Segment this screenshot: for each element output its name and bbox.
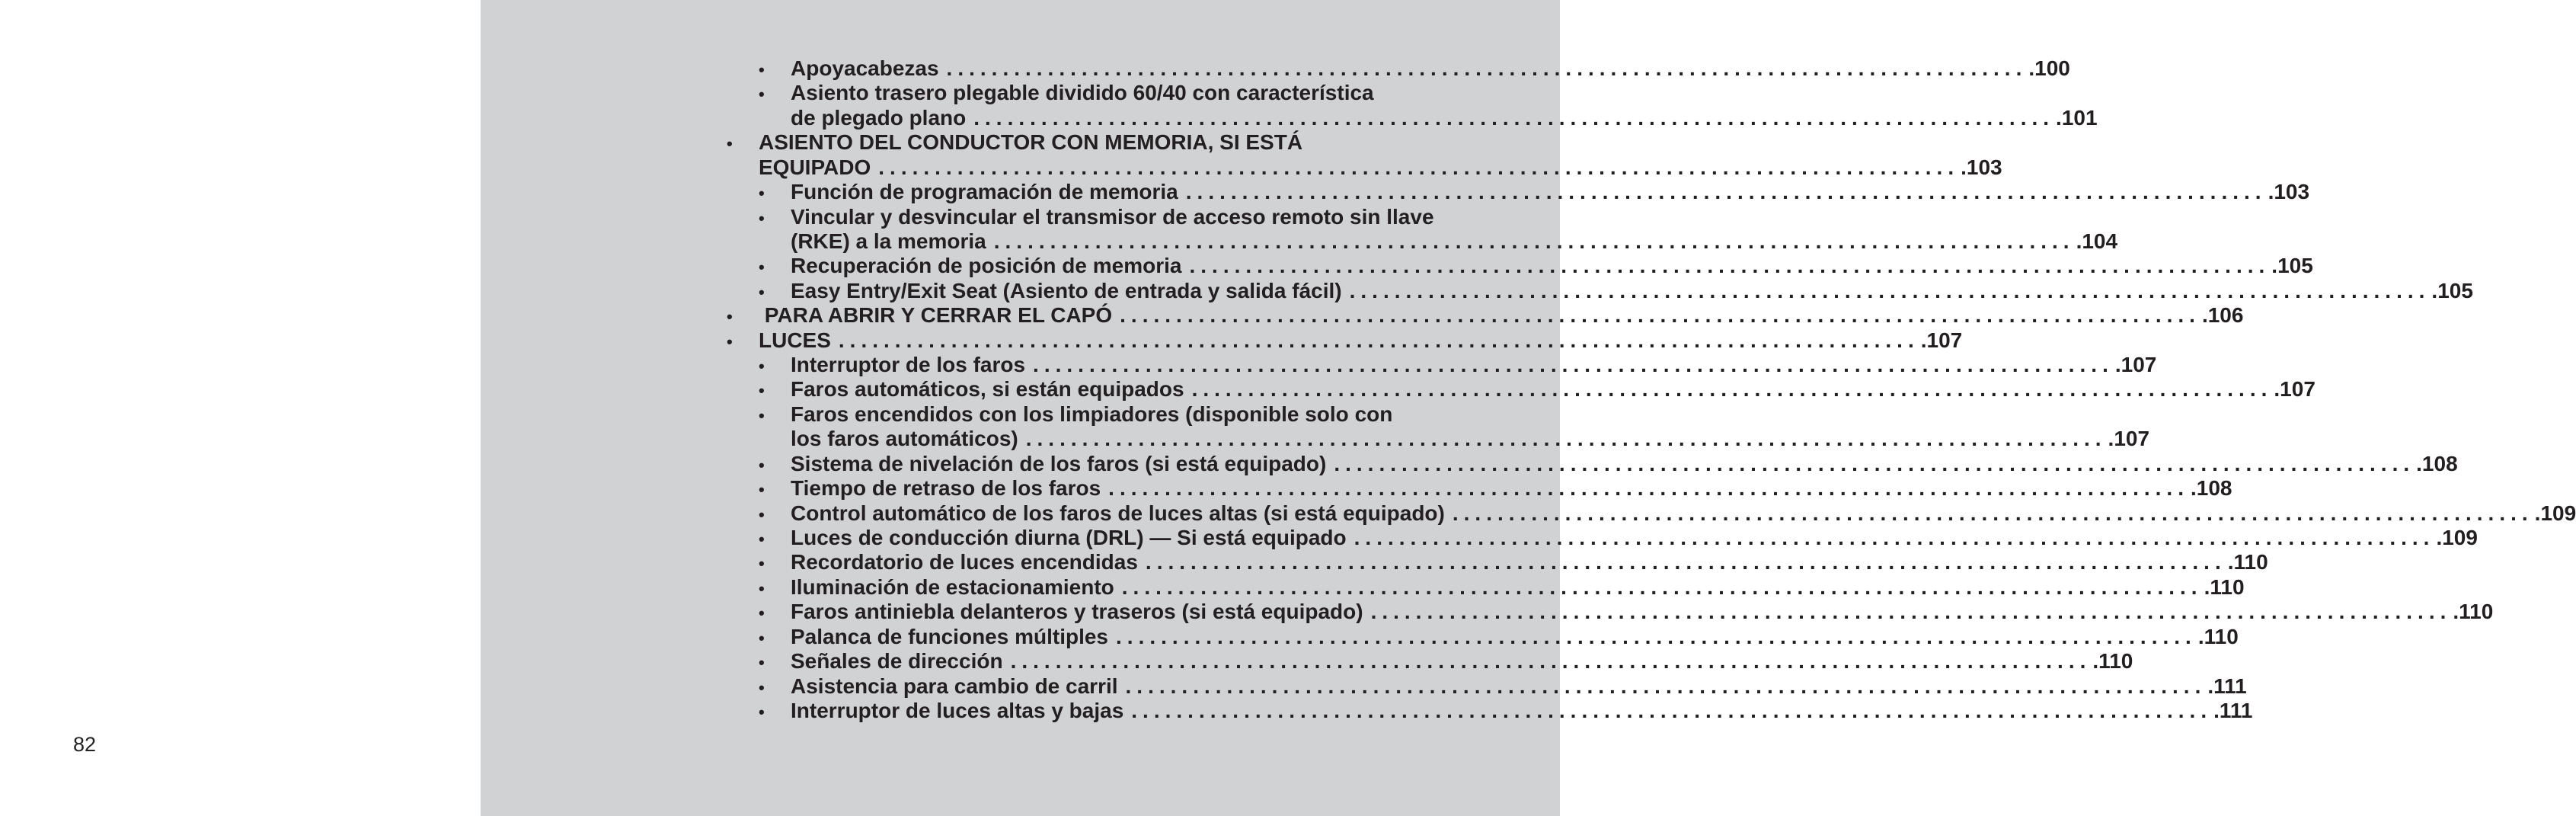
toc-leader-dots: ................................................................................................ [946, 56, 2028, 80]
toc-entry-page: .106 [2201, 303, 2244, 328]
toc-entry-page: .107 [2274, 377, 2316, 402]
toc-entry-title: Iluminación de estacionamiento [791, 574, 1114, 599]
toc-entry [759, 180, 2310, 204]
toc-entry-title: Faros encendidos con los limpiadores (disponible solo con [791, 402, 1393, 426]
toc-entry-page: .110 [2204, 574, 2245, 599]
toc-entry-title: Función de programación de memoria [791, 180, 1178, 204]
toc-entry [759, 56, 2070, 81]
bullet-icon: • [759, 628, 765, 648]
toc-entry [759, 674, 2247, 699]
toc-entry-title: Sistema de nivelación de los faros (si está equipado) [791, 451, 1327, 475]
toc-leader-dots: ................................................................................................ [993, 229, 2075, 253]
toc-entry-page: .110 [2453, 600, 2494, 624]
bullet-icon: • [759, 85, 765, 104]
right-page [481, 0, 2576, 816]
toc-entry-title: los faros automáticos) [791, 427, 1018, 451]
toc-entry-title: Tiempo de retraso de los faros [791, 476, 1101, 501]
toc-entry [759, 254, 2313, 278]
toc-leader-dots: ................................................................................................ [1191, 377, 2273, 402]
toc-entry-title: ASIENTO DEL CONDUCTOR CON MEMORIA, SI ESTÁ [759, 130, 1303, 155]
bullet-icon: • [759, 258, 765, 277]
bullet-icon: • [727, 307, 733, 327]
toc-entry-page: .105 [2271, 254, 2313, 278]
toc-leader-dots: ................................................................................................ [1116, 624, 2197, 648]
toc-entry-page: .100 [2028, 56, 2070, 80]
left-page [0, 0, 481, 816]
toc-entry-page: .103 [1961, 155, 2002, 179]
bullet-icon: • [759, 480, 765, 500]
toc-leader-dots: ................................................................................................ [1120, 303, 2200, 328]
toc-entry [759, 600, 2494, 624]
bullet-icon: • [759, 554, 765, 574]
toc-entry [759, 427, 2150, 451]
toc-entry-page: .104 [2076, 229, 2118, 253]
toc-entry-page: .103 [2268, 180, 2310, 204]
toc-entry-page: .107 [2108, 427, 2150, 451]
bullet-icon: • [759, 702, 765, 722]
toc-entry-title: Control automático de los faros de luces altas (si está equipado) [791, 501, 1445, 525]
toc-leader-dots: ................................................................................................ [1010, 649, 2092, 674]
toc-entry-title: Asiento trasero plegable dividido 60/40 con característica [791, 81, 1374, 105]
toc-entry-page: .101 [2056, 105, 2098, 130]
toc-entry [759, 525, 2478, 550]
toc-entry-title: Faros antiniebla delanteros y traseros (si está equipado) [791, 600, 1363, 624]
toc-leader-dots: ................................................................................................ [1354, 525, 2435, 549]
toc-entry [759, 105, 2098, 130]
toc-entry [759, 229, 2118, 254]
toc-entry-page: .110 [2197, 624, 2239, 648]
toc-leader-dots: ................................................................................................ [1334, 451, 2415, 475]
toc-leader-dots: ................................................................................................ [1189, 254, 2271, 278]
toc-entry [759, 550, 2268, 574]
toc-entry [759, 402, 1544, 427]
toc-entry-page: .111 [2213, 698, 2253, 722]
bullet-icon: • [759, 603, 765, 623]
toc-entry-title: Interruptor de los faros [791, 353, 1026, 377]
toc-entry-title: Luces de conducción diurna (DRL) — Si está equipado [791, 525, 1347, 549]
toc-entry-page: .107 [1920, 328, 1963, 352]
toc-leader-dots: ................................................................................................ [1452, 501, 2533, 525]
toc-entry-title: PARA ABRIR Y CERRAR EL CAPÓ [759, 303, 1113, 328]
toc-leader-dots: ................................................................................................ [838, 328, 1919, 352]
toc-leader-dots: ................................................................................................ [878, 155, 1960, 179]
bullet-icon: • [759, 578, 765, 598]
bullet-icon: • [759, 653, 765, 673]
toc-leader-dots: ................................................................................................ [1108, 476, 2189, 501]
bullet-icon: • [759, 455, 765, 475]
toc-entry [727, 130, 1544, 155]
toc-entry-title: EQUIPADO [759, 155, 871, 179]
toc-entry-title: Faros automáticos, si están equipados [791, 377, 1184, 402]
toc-leader-dots: ................................................................................................ [1033, 353, 2114, 377]
toc-entry-page: .108 [2416, 451, 2458, 475]
bullet-icon: • [759, 60, 765, 79]
page-number: 82 [73, 733, 97, 756]
bullet-icon: • [759, 357, 765, 376]
bullet-icon: • [727, 331, 733, 351]
toc-leader-dots: ................................................................................................ [1185, 180, 2267, 204]
toc-entry [759, 205, 1544, 229]
toc-entry [759, 649, 2133, 674]
toc-leader-dots: ................................................................................................ [1370, 600, 2452, 624]
toc-entry [727, 155, 2002, 180]
toc-entry-title: Asistencia para cambio de carril [791, 674, 1118, 698]
toc-entry [759, 574, 2245, 600]
toc-entry-page: .107 [2114, 353, 2157, 377]
toc-leader-dots: ................................................................................................ [1145, 550, 2226, 574]
toc-entry-title: Easy Entry/Exit Seat (Asiento de entrada y salida fácil) [791, 278, 1342, 302]
bullet-icon: • [727, 134, 733, 154]
toc-entry [759, 377, 2316, 402]
toc-entry [759, 624, 2239, 649]
toc-leader-dots: ................................................................................................ [1131, 698, 2213, 722]
toc-leader-dots: ................................................................................................ [1125, 674, 2207, 698]
toc-entry-page: .110 [2227, 550, 2268, 574]
toc-entry [759, 451, 2458, 476]
toc-entry-title: Apoyacabezas [791, 56, 939, 80]
toc-entry [759, 81, 1544, 105]
toc-entry-title: Vincular y desvincular el transmisor de acceso remoto sin llave [791, 204, 1434, 229]
bullet-icon: • [759, 381, 765, 401]
toc-entry [759, 353, 2157, 377]
toc-entry-page: .111 [2207, 674, 2247, 698]
toc-leader-dots: ................................................................................................ [1025, 427, 2107, 451]
toc-entry-page: .109 [2436, 525, 2478, 549]
toc-entry [759, 501, 2576, 526]
bullet-icon: • [759, 208, 765, 228]
table-of-contents [481, 0, 2576, 816]
toc-entry-title: de plegado plano [791, 105, 967, 130]
bullet-icon: • [759, 677, 765, 697]
toc-entry [759, 476, 2232, 501]
toc-entry-page: .108 [2190, 476, 2232, 501]
toc-entry [759, 278, 2473, 303]
bullet-icon: • [759, 184, 765, 203]
toc-entry [727, 328, 1963, 353]
bullet-icon: • [759, 405, 765, 425]
bullet-icon: • [759, 504, 765, 524]
toc-entry-title: LUCES [759, 328, 831, 352]
toc-entry-title: Recordatorio de luces encendidas [791, 550, 1138, 574]
toc-entry-page: .109 [2534, 501, 2576, 525]
toc-entry-page: .110 [2092, 649, 2133, 674]
toc-leader-dots: ................................................................................................ [973, 105, 2055, 130]
toc-entry [727, 303, 2244, 328]
bullet-icon: • [759, 282, 765, 302]
toc-entry-title: Recuperación de posición de memoria [791, 254, 1182, 278]
toc-leader-dots: ................................................................................................ [1121, 574, 2203, 599]
toc-entry [759, 698, 2253, 723]
toc-leader-dots: ................................................................................................ [1349, 278, 2431, 302]
toc-entry-title: Palanca de funciones múltiples [791, 624, 1109, 648]
toc-entry-title: Señales de dirección [791, 649, 1003, 674]
toc-entry-title: (RKE) a la memoria [791, 229, 986, 253]
bullet-icon: • [759, 529, 765, 549]
toc-entry-title: Interruptor de luces altas y bajas [791, 698, 1124, 722]
toc-entry-page: .105 [2431, 278, 2473, 302]
